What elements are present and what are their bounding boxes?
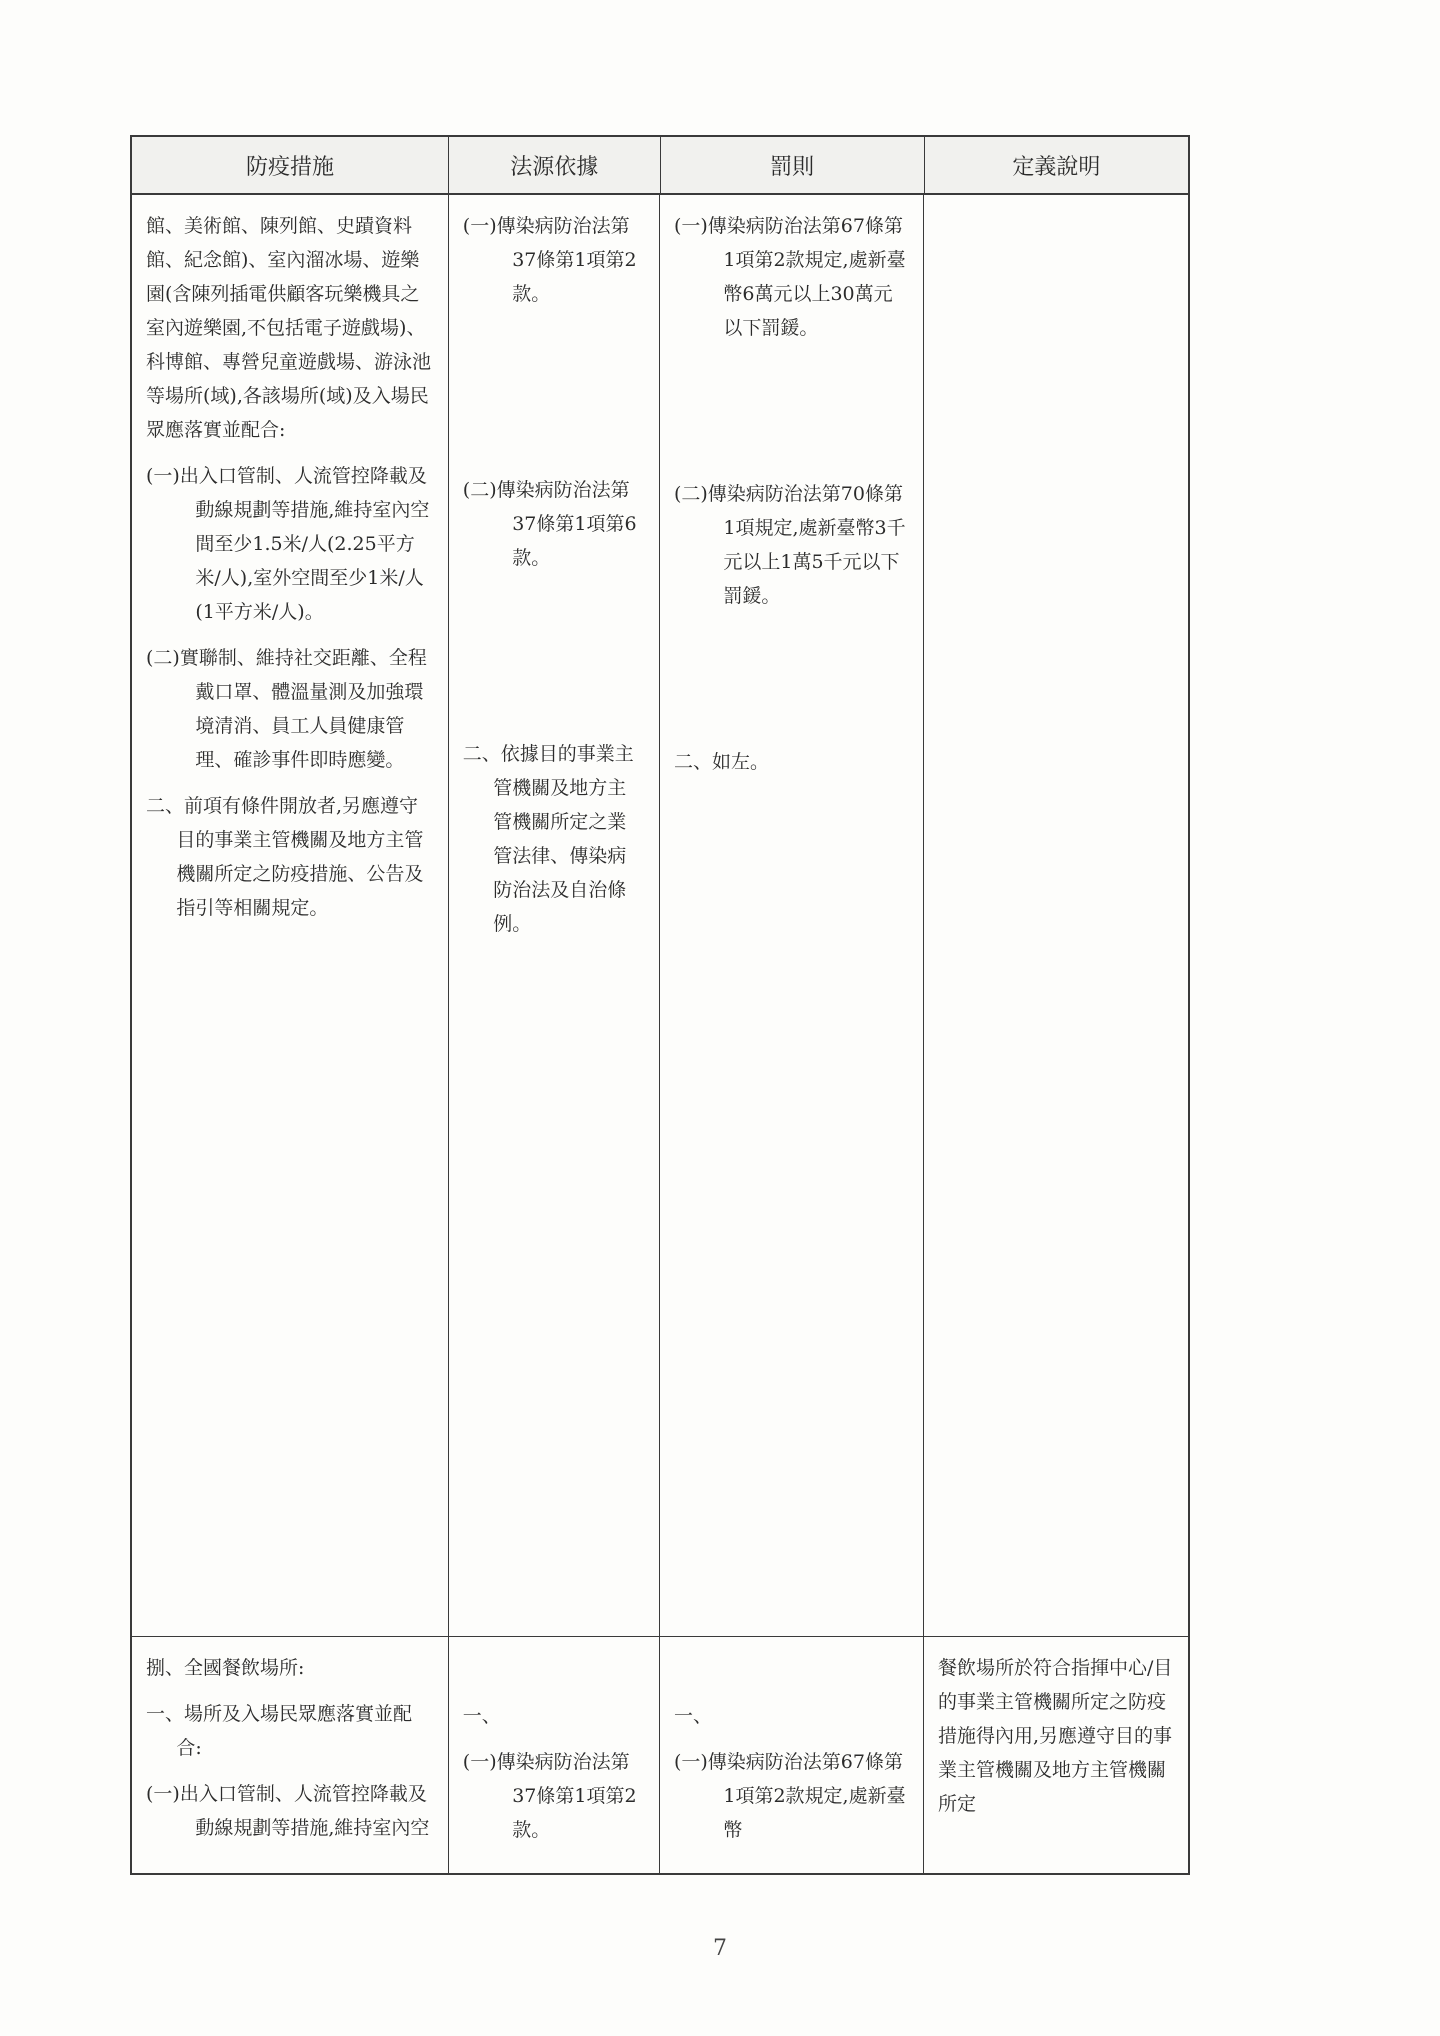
page-number: 7	[713, 1936, 727, 1961]
legal-item: 一、	[462, 1705, 501, 1727]
section-title: 捌、全國餐飲場所:	[146, 1657, 305, 1679]
definition-cell	[924, 195, 1188, 1636]
penalty-cell	[660, 195, 924, 1636]
header-definition: 定義說明	[1012, 154, 1101, 180]
table-header-row	[132, 137, 1188, 195]
penalty-item: (二)傳染病防治法第70條第1項規定,處新臺幣3千元以上1萬5千元以下罰鍰。	[673, 483, 906, 607]
regulation-table	[130, 135, 1190, 1875]
header-measures: 防疫措施	[132, 137, 449, 193]
legal-item: 二、依據目的事業主管機關及地方主管機關所定之業管法律、傳染病防治法及自治條例。	[462, 743, 634, 935]
legal-item: (一)傳染病防治法第37條第1項第2款。	[462, 1751, 637, 1841]
measures-cell	[132, 195, 449, 1636]
header-legal-basis: 法源依據	[449, 137, 661, 193]
legal-basis-cell	[449, 1637, 660, 1873]
legal-item: (二)傳染病防治法第37條第1項第6款。	[462, 479, 637, 569]
measures-item: 一、場所及入場民眾應落實並配合:	[146, 1703, 413, 1759]
penalty-item: (一)傳染病防治法第67條第1項第2款規定,處新臺幣	[673, 1751, 906, 1841]
measures-item: (一)出入口管制、人流管控降載及動線規劃等措施,維持室內空	[146, 1783, 430, 1839]
penalty-cell	[660, 1637, 924, 1873]
penalty-item: 一、	[673, 1705, 712, 1727]
penalty-item: (一)傳染病防治法第67條第1項第2款規定,處新臺幣6萬元以上30萬元以下罰鍰。	[673, 215, 906, 339]
legal-basis-cell	[449, 195, 660, 1636]
definition-text: 餐飲場所於符合指揮中心/目的事業主管機關所定之防疫措施得內用,另應遵守目的事業主管機關及地方主管機關所定	[937, 1657, 1173, 1815]
header-penalty: 罰則	[661, 137, 925, 193]
measures-cell	[132, 1637, 449, 1873]
table-row	[132, 195, 1188, 1637]
definition-cell	[924, 1637, 1188, 1873]
measures-item: (二)實聯制、維持社交距離、全程戴口罩、體溫量測及加強環境清消、員工人員健康管理、確診事件即時應變。	[146, 647, 427, 771]
measures-item: (一)出入口管制、人流管控降載及動線規劃等措施,維持室內空間至少1.5米/人(2.25平方米/人),室外空間至少1米/人(1平方米/人)。	[146, 465, 430, 623]
measures-item: 二、前項有條件開放者,另應遵守目的事業主管機關及地方主管機關所定之防疫措施、公告及指引等相關規定。	[146, 795, 424, 919]
penalty-item: 二、如左。	[673, 751, 769, 773]
legal-item: (一)傳染病防治法第37條第1項第2款。	[462, 215, 637, 305]
table-row	[132, 1637, 1188, 1873]
measures-intro: 館、美術館、陳列館、史蹟資料館、紀念館)、室內溜冰場、遊樂園(含陳列插電供顧客玩樂機具之室內遊樂園,不包括電子遊戲場)、科博館、專營兒童遊戲場、游泳池等場所(域),各該場所(域)及入場民眾應落實並配合:	[146, 215, 432, 441]
